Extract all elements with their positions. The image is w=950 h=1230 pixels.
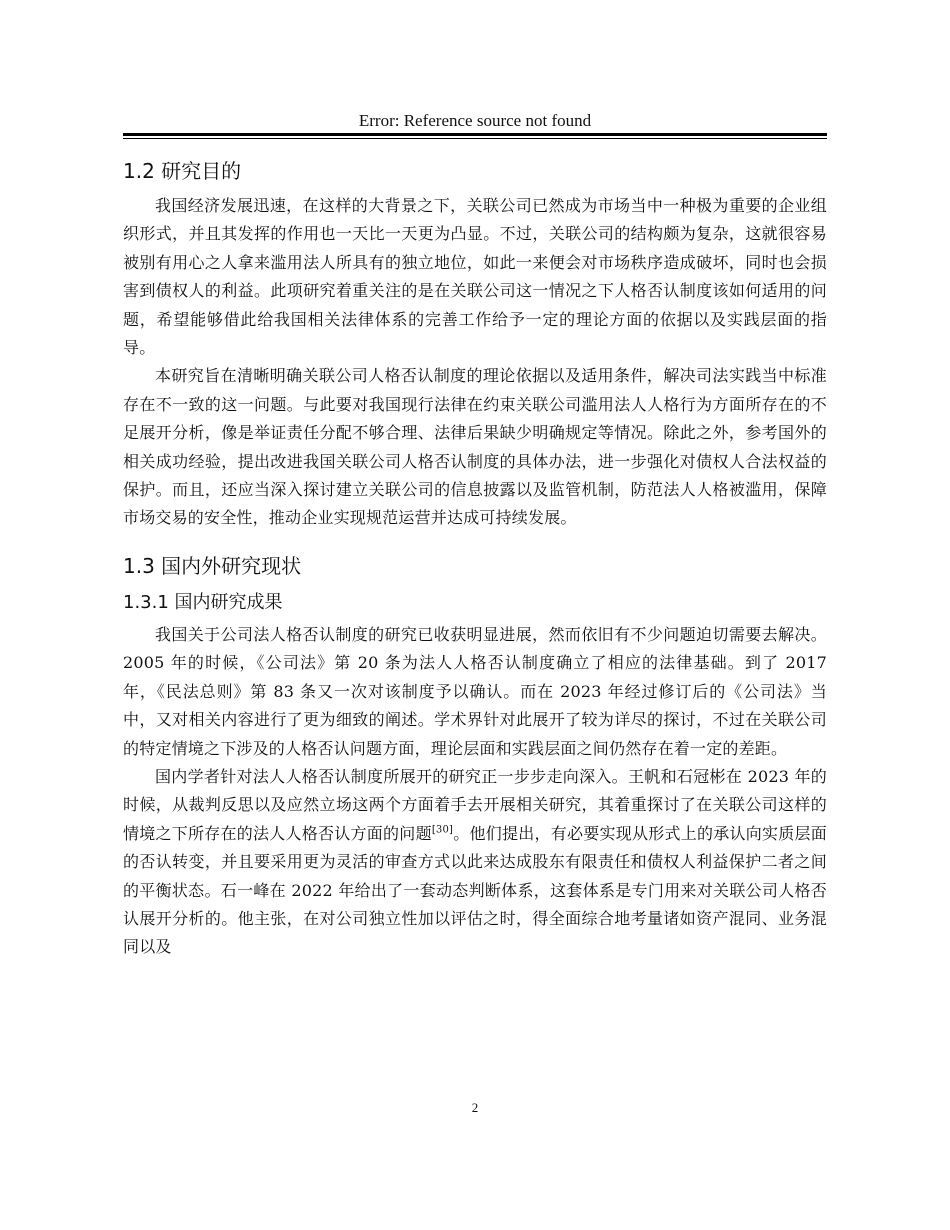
paragraph-text: 。他们提出，有必要实现从形式上的承认向实质层面的否认转变，并且要采用更为灵活的审查方式以此来达成股东有限责任和债权人利益保护二者之间的平衡状态。石一峰在 2022 年给出了一套动态判断体系，这套体系是专门用来对关联公司人格否认展开分析的。他主张，在对公司独立性加以评估之时，得全面综合地考量诸如资产混同、业务混同以及 [123,823,827,957]
citation-marker[interactable]: [30] [431,824,454,836]
section-heading-1-2: 1.2 研究目的 [123,159,242,183]
paragraph-1-3-1-b [123,763,827,962]
page-number: 2 [471,1100,479,1115]
running-header: Error: Reference source not found [358,111,592,130]
paragraph-1-2-a: 我国经济发展迅速，在这样的大背景之下，关联公司已然成为市场当中一种极为重要的企业组织形式，并且其发挥的作用也一天比一天更为凸显。不过，关联公司的结构颇为复杂，这就很容易被别有用心之人拿来滥用法人所具有的独立地位，如此一来便会对市场秩序造成破坏，同时也会损害到债权人的利益。此项研究着重关注的是在关联公司这一情况之下人格否认制度该如何适用的问题，希望能够借此给我国相关法律体系的完善工作给予一定的理论方面的依据以及实践层面的指导。 [123,196,827,358]
page-content [123,150,827,962]
subsection-heading-1-3-1: 1.3.1 国内研究成果 [123,591,283,613]
header-rule-thick [123,133,827,136]
paragraph-1-2-b: 本研究旨在清晰明确关联公司人格否认制度的理论依据以及适用条件，解决司法实践当中标准存在不一致的这一问题。与此要对我国现行法律在约束关联公司滥用法人人格行为方面所存在的不足展开分析，像是举证责任分配不够合理、法律后果缺少明确规定等情况。除此之外，参考国外的相关成功经验，提出改进我国关联公司人格否认制度的具体办法，进一步强化对债权人合法权益的保护。而且，还应当深入探讨建立关联公司的信息披露以及监管机制，防范法人人格被滥用，保障市场交易的安全性，推动企业实现规范运营并达成可持续发展。 [123,366,827,528]
header-rule-thin [123,138,827,139]
paragraph-1-3-1-a: 我国关于公司法人格否认制度的研究已收获明显进展，然而依旧有不少问题迫切需要去解决。2005 年的时候，《公司法》第 20 条为法人人格否认制度确立了相应的法律基础。到了 2017 年，《民法总则》第 83 条又一次对该制度予以确认。而在 2023 年经过修订后的《公司法》当中，又对相关内容进行了更为细致的阐述。学术界针对此展开了较为详尽的探讨，不过在关联公司的特定情境之下涉及的人格否认问题方面，理论层面和实践层面之间仍然存在着一定的差距。 [123,624,827,758]
paragraph-text: 国内学者针对法人人格否认制度所展开的研究正一步步走向深入。王帆和石冠彬在 2023 年的时候，从裁判反思以及应然立场这两个方面着手去开展相关研究，其着重探讨了在关联公司这样的情境之下所存在的法人人格否认方面的问题 [123,766,827,843]
section-heading-1-3: 1.3 国内外研究现状 [123,553,302,578]
